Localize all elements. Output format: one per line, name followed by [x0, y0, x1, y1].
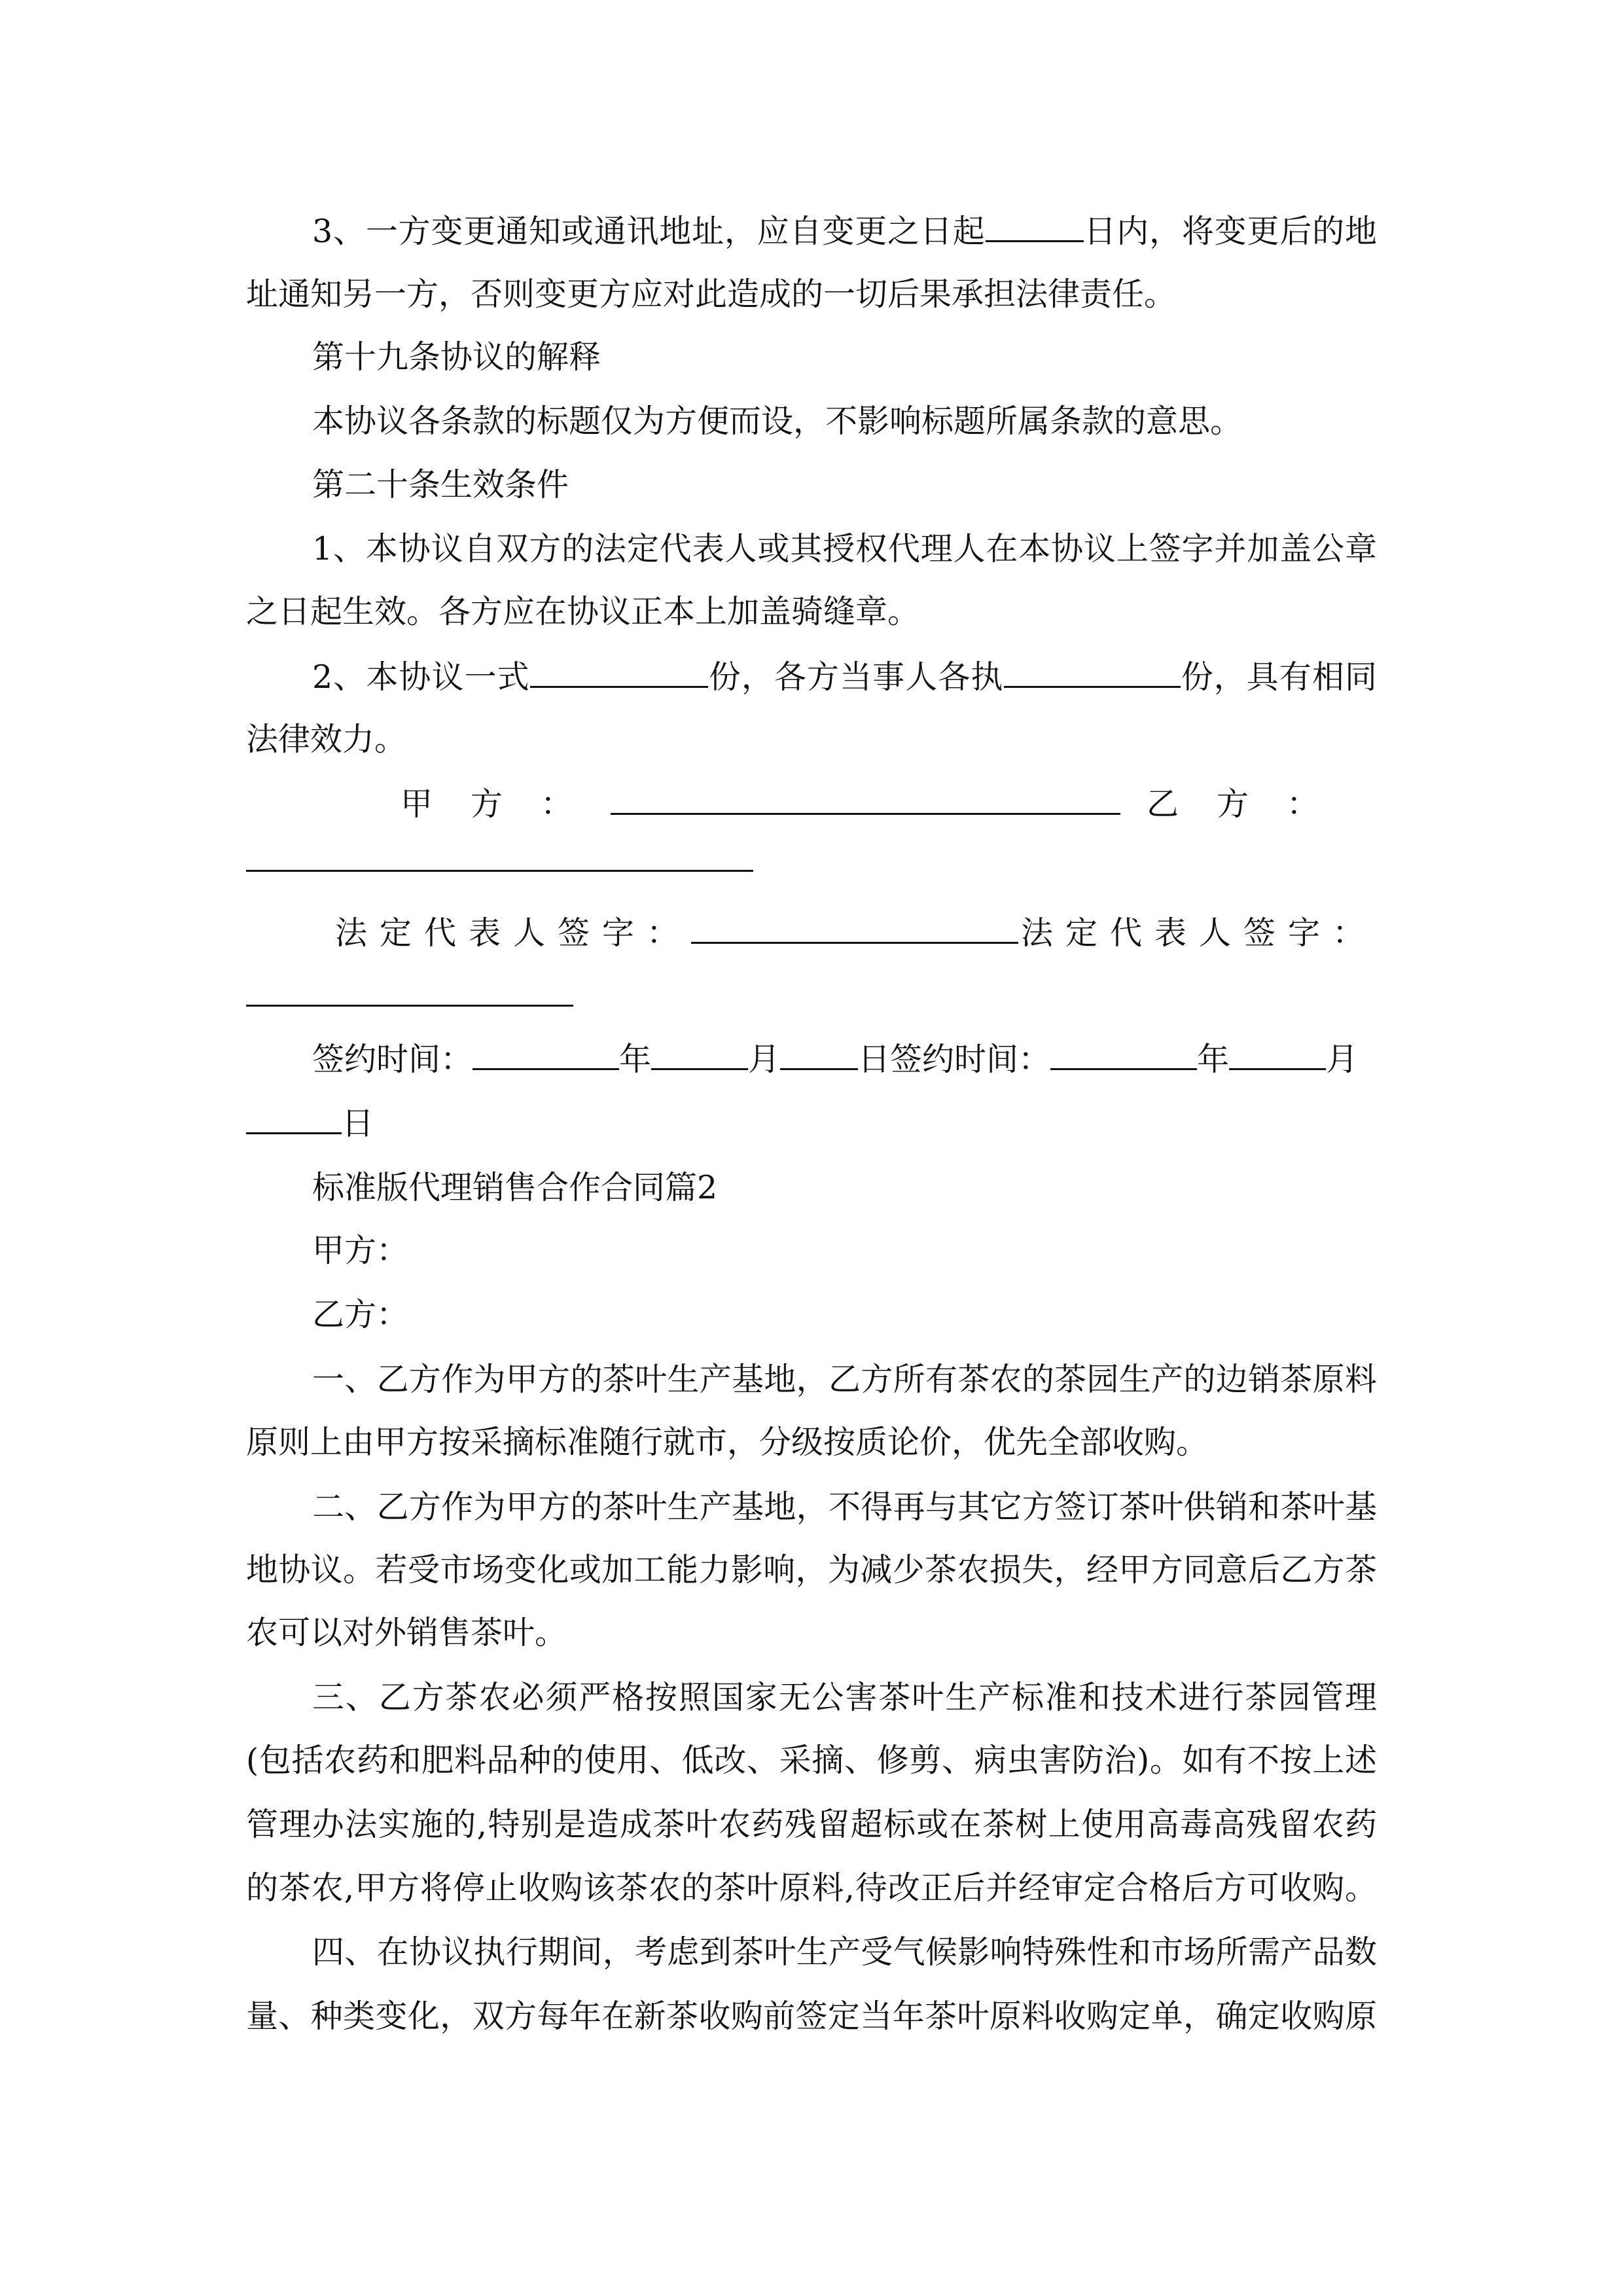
- paragraph-line: 本协议各条款的标题仅为方便而设，不影响标题所属条款的意思。: [312, 403, 1243, 440]
- blank-field: [1004, 657, 1181, 688]
- day-blank: [780, 1039, 858, 1070]
- contract-title: 标准版代理销售合作合同篇2: [312, 1169, 718, 1206]
- month-blank: [651, 1039, 748, 1070]
- paragraph-line: (包括农药和肥料品种的使用、低改、采摘、修剪、病虫害防治)。如有不按上述: [246, 1742, 1377, 1779]
- paragraph-line: 原则上由甲方按采摘标准随行就市，分级按质论价，优先全部收购。: [246, 1424, 1209, 1461]
- text: 日签约时间：: [858, 1041, 1051, 1078]
- party-b-blank: [246, 870, 753, 872]
- text: 份，具有相同: [1180, 658, 1377, 696]
- date-line: [246, 1103, 1377, 1143]
- text: 年: [1197, 1041, 1230, 1078]
- rep-b-blank: [246, 1005, 573, 1007]
- paragraph-line: 地协议。若受市场变化或加工能力影响，为减少茶农损失，经甲方同意后乙方茶: [246, 1551, 1377, 1588]
- text: 签约时间：: [312, 1041, 473, 1078]
- paragraph-line: 一、乙方作为甲方的茶叶生产基地，乙方所有茶农的茶园生产的边销茶原料: [312, 1361, 1377, 1398]
- year-blank: [1050, 1039, 1197, 1070]
- paragraph-line: 址通知另一方，否则变更方应对此造成的一切后果承担法律责任。: [246, 276, 1177, 313]
- paragraph-line: 1、本协议自双方的法定代表人或其授权代理人在本协议上签字并加盖公章: [312, 530, 1377, 567]
- paragraph-line: 的茶农,甲方将停止收购该茶农的茶叶原料,待改正后并经审定合格后方可收购。: [246, 1869, 1377, 1907]
- party-a-label: 甲方：: [401, 785, 611, 823]
- section-heading: 第二十条生效条件: [312, 466, 569, 503]
- rep-b-label: 法定代表人签字：: [1021, 914, 1378, 952]
- party-line: [401, 784, 1363, 823]
- party-a-blank: [611, 784, 1120, 815]
- paragraph-line: 法律效力。: [246, 721, 407, 758]
- party-b-label: 乙方：: [312, 1296, 409, 1333]
- text: 年: [619, 1041, 652, 1078]
- year-blank: [473, 1039, 619, 1070]
- blank-field: [530, 657, 708, 688]
- date-line: [312, 1039, 1377, 1079]
- text: 月: [1326, 1041, 1359, 1078]
- month-blank: [1229, 1039, 1326, 1070]
- text: 份，各方当事人各执: [707, 658, 1004, 696]
- rep-a-blank: [691, 913, 1018, 944]
- paragraph-line: 管理办法实施的,特别是造成茶叶农药残留超标或在茶树上使用高毒高残留农药: [246, 1806, 1377, 1843]
- representative-line: [335, 913, 1382, 952]
- paragraph-line: 之日起生效。各方应在协议正本上加盖骑缝章。: [246, 593, 920, 630]
- paragraph-line: [312, 211, 1377, 251]
- rep-a-label: 法定代表人签字：: [335, 914, 692, 952]
- party-a-label: 甲方：: [312, 1232, 409, 1269]
- paragraph-line: 三、乙方茶农必须严格按照国家无公害茶叶生产标准和技术进行茶园管理: [312, 1679, 1377, 1716]
- paragraph-line: 量、种类变化，双方每年在新茶收购前签定当年茶叶原料收购定单，确定收购原: [246, 1998, 1377, 2035]
- text: 3、一方变更通知或通讯地址，应自变更之日起: [312, 213, 986, 250]
- blank-field: [986, 211, 1084, 242]
- paragraph-line: 四、在协议执行期间，考虑到茶叶生产受气候影响特殊性和市场所需产品数: [312, 1933, 1377, 1971]
- paragraph-line: [312, 657, 1377, 696]
- party-b-label: 乙方：: [1147, 785, 1357, 823]
- text: 日: [342, 1105, 374, 1142]
- paragraph-line: 农可以对外销售茶叶。: [246, 1614, 567, 1651]
- text: 月: [748, 1041, 781, 1078]
- text: 日内，将变更后的地: [1083, 213, 1377, 250]
- section-heading: 第十九条协议的解释: [312, 338, 601, 376]
- paragraph-line: 二、乙方作为甲方的茶叶生产基地，不得再与其它方签订茶叶供销和茶叶基: [312, 1488, 1377, 1526]
- text: 2、本协议一式: [312, 658, 530, 696]
- day-blank: [246, 1103, 342, 1134]
